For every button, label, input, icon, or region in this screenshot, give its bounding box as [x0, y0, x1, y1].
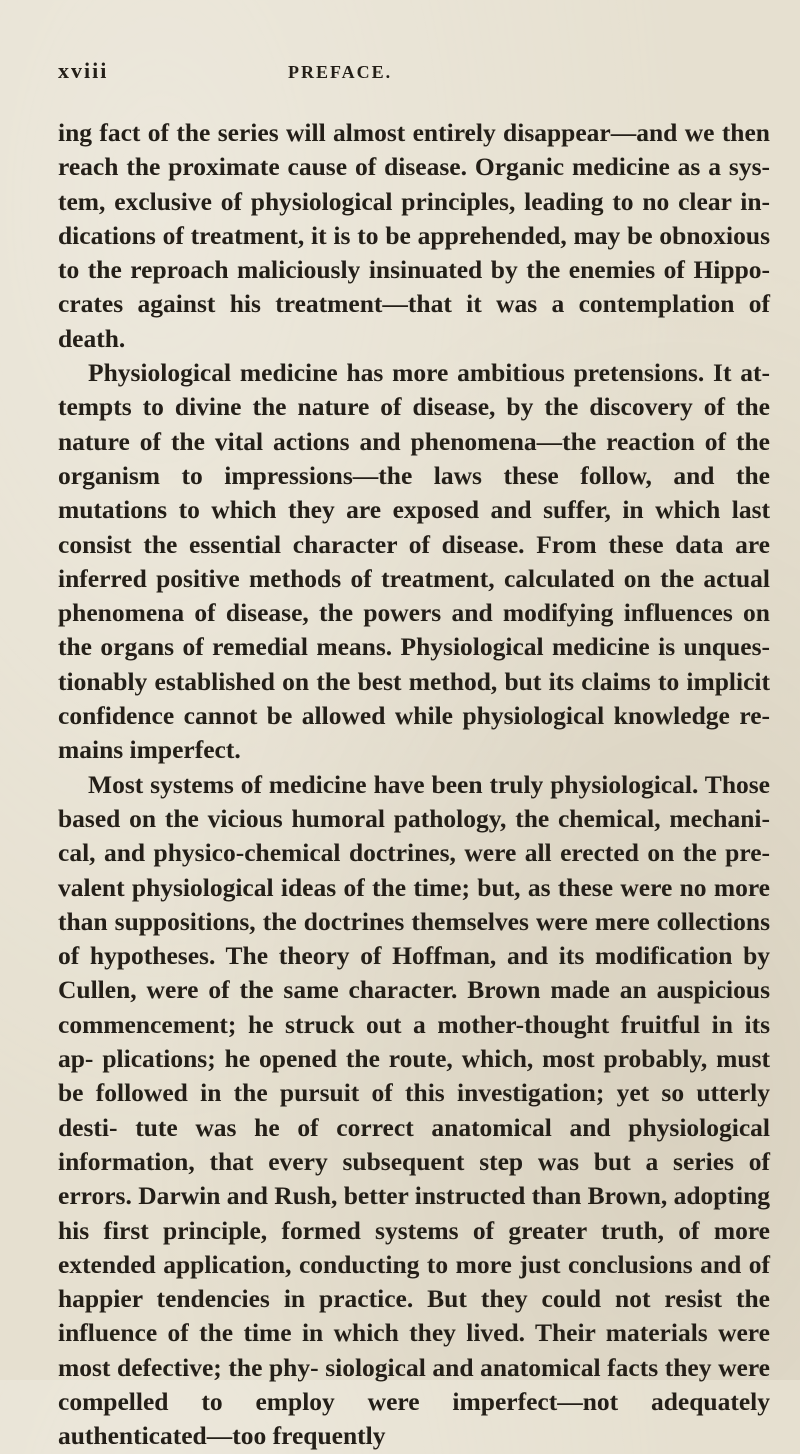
body-text — [58, 116, 770, 1454]
running-title: PREFACE. — [288, 62, 393, 82]
page-number: xviii — [58, 58, 109, 83]
paragraph-2: Physiological medicine has more ambitious pretensions. It at- tempts to divine the nature of disease, by the discovery of the nature of the vital actions and phenomena—the reaction of the organism to impressions—the laws these follow, and the mutations to which they are exposed and suffer, in which last consist the essential character of disease. From these data are inferred positive methods of treatment, calculated on the actual phenomena of disease, the powers and modifying influences on the organs of remedial means. Physiological medicine is unques- tionably established on the best method, but its claims to implicit confidence cannot be allowed while physiological knowledge re- mains imperfect. — [58, 358, 770, 765]
book-page — [58, 58, 770, 1451]
paragraph-3: Most systems of medicine have been truly physiological. Those based on the vicious humoral pathology, the chemical, mechani- cal, and physico-chemical doctrines, were all erected on the pre- valent physiological ideas of the time; but, as these were no more than suppositions, the doctrines themselves were mere collections of hypotheses. The theory of Hoffman, and its modification by Cullen, were of the same character. Brown made an auspicious commencement; he struck out a mother-thought fruitful in its ap- plications; he opened the route, which, most probably, must be followed in the pursuit of this investigation; yet so utterly desti- tute was he of correct anatomical and physiological information, that every subsequent step was but a series of errors. Darwin and Rush, better instructed than Brown, adopting his first principle, formed systems of greater truth, of more extended application, conducting to more just conclusions and of happier tendencies in practice. But they could not resist the influence of the time in which they lived. Their materials were most defective; the phy- siological and anatomical facts they were compelled to employ were imperfect—not adequately authenticated—too frequently — [58, 769, 770, 1451]
running-head — [58, 58, 770, 98]
paragraph-1: ing fact of the series will almost entirely disappear—and we then reach the proximate cause of disease. Organic medicine as a sys- tem, exclusive of physiological principles, leading to no clear in- dications of treatment, it is to be apprehended, may be obnoxious to the reproach maliciously insinuated by the enemies of Hippo- crates against his treatment—that it was a contemplation of death. — [58, 118, 770, 353]
